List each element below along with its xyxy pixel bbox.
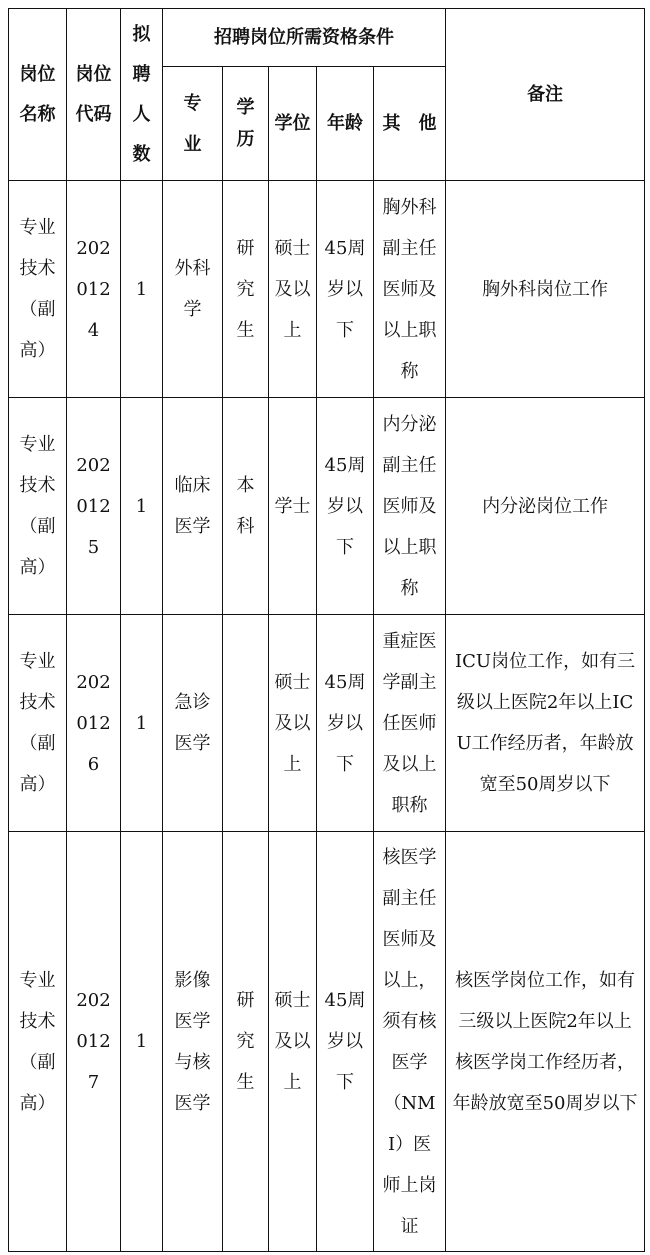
education-cell: 研究生 bbox=[223, 832, 269, 1252]
header-qualifications: 招聘岗位所需资格条件 bbox=[163, 9, 446, 67]
post-name-cell: 专业技术（副高） bbox=[9, 398, 67, 615]
header-education: 学历 bbox=[223, 67, 269, 181]
degree-cell: 硕士及以上 bbox=[269, 181, 317, 398]
headcount-cell: 1 bbox=[121, 398, 163, 615]
headcount-cell: 1 bbox=[121, 832, 163, 1252]
post-code-cell: 2020125 bbox=[67, 398, 121, 615]
education-cell: 研究生 bbox=[223, 181, 269, 398]
headcount-cell: 1 bbox=[121, 615, 163, 832]
other-cell: 内分泌副主任医师及以上职称 bbox=[374, 398, 446, 615]
post-code-cell: 2020124 bbox=[67, 181, 121, 398]
age-cell: 45周岁以下 bbox=[317, 832, 374, 1252]
post-code-cell: 2020127 bbox=[67, 832, 121, 1252]
other-cell: 胸外科副主任医师及以上职称 bbox=[374, 181, 446, 398]
major-cell: 临床医学 bbox=[163, 398, 223, 615]
header-major: 专 业 bbox=[163, 67, 223, 181]
other-cell: 核医学副主任医师及以上，须有核医学（NMI）医师上岗证 bbox=[374, 832, 446, 1252]
header-post-code: 岗位代码 bbox=[67, 9, 121, 181]
header-remarks: 备注 bbox=[446, 9, 645, 181]
remarks-cell: 核医学岗位工作，如有三级以上医院2年以上核医学岗工作经历者，年龄放宽至50周岁以下 bbox=[446, 832, 645, 1252]
other-cell: 重症医学副主任医师及以上职称 bbox=[374, 615, 446, 832]
age-cell: 45周岁以下 bbox=[317, 181, 374, 398]
header-degree: 学位 bbox=[269, 67, 317, 181]
post-name-cell: 专业技术（副高） bbox=[9, 181, 67, 398]
education-cell bbox=[223, 615, 269, 832]
post-code-cell: 2020126 bbox=[67, 615, 121, 832]
degree-cell: 学士 bbox=[269, 398, 317, 615]
table-row bbox=[9, 832, 645, 1252]
header-row-top bbox=[9, 9, 645, 67]
header-post-name: 岗位名称 bbox=[9, 9, 67, 181]
post-name-cell: 专业技术（副高） bbox=[9, 615, 67, 832]
major-cell: 影像医学与核医学 bbox=[163, 832, 223, 1252]
remarks-cell: 内分泌岗位工作 bbox=[446, 398, 645, 615]
header-other: 其 他 bbox=[374, 67, 446, 181]
degree-cell: 硕士及以上 bbox=[269, 615, 317, 832]
age-cell: 45周岁以下 bbox=[317, 398, 374, 615]
header-headcount: 拟聘人数 bbox=[121, 9, 163, 181]
education-cell: 本科 bbox=[223, 398, 269, 615]
degree-cell: 硕士及以上 bbox=[269, 832, 317, 1252]
age-cell: 45周岁以下 bbox=[317, 615, 374, 832]
table-row bbox=[9, 615, 645, 832]
major-cell: 外科学 bbox=[163, 181, 223, 398]
post-name-cell: 专业技术（副高） bbox=[9, 832, 67, 1252]
recruitment-table bbox=[8, 8, 645, 1252]
headcount-cell: 1 bbox=[121, 181, 163, 398]
remarks-cell: ICU岗位工作，如有三级以上医院2年以上ICU工作经历者，年龄放宽至50周岁以下 bbox=[446, 615, 645, 832]
header-age: 年龄 bbox=[317, 67, 374, 181]
table-row bbox=[9, 398, 645, 615]
remarks-cell: 胸外科岗位工作 bbox=[446, 181, 645, 398]
major-cell: 急诊医学 bbox=[163, 615, 223, 832]
table-row bbox=[9, 181, 645, 398]
